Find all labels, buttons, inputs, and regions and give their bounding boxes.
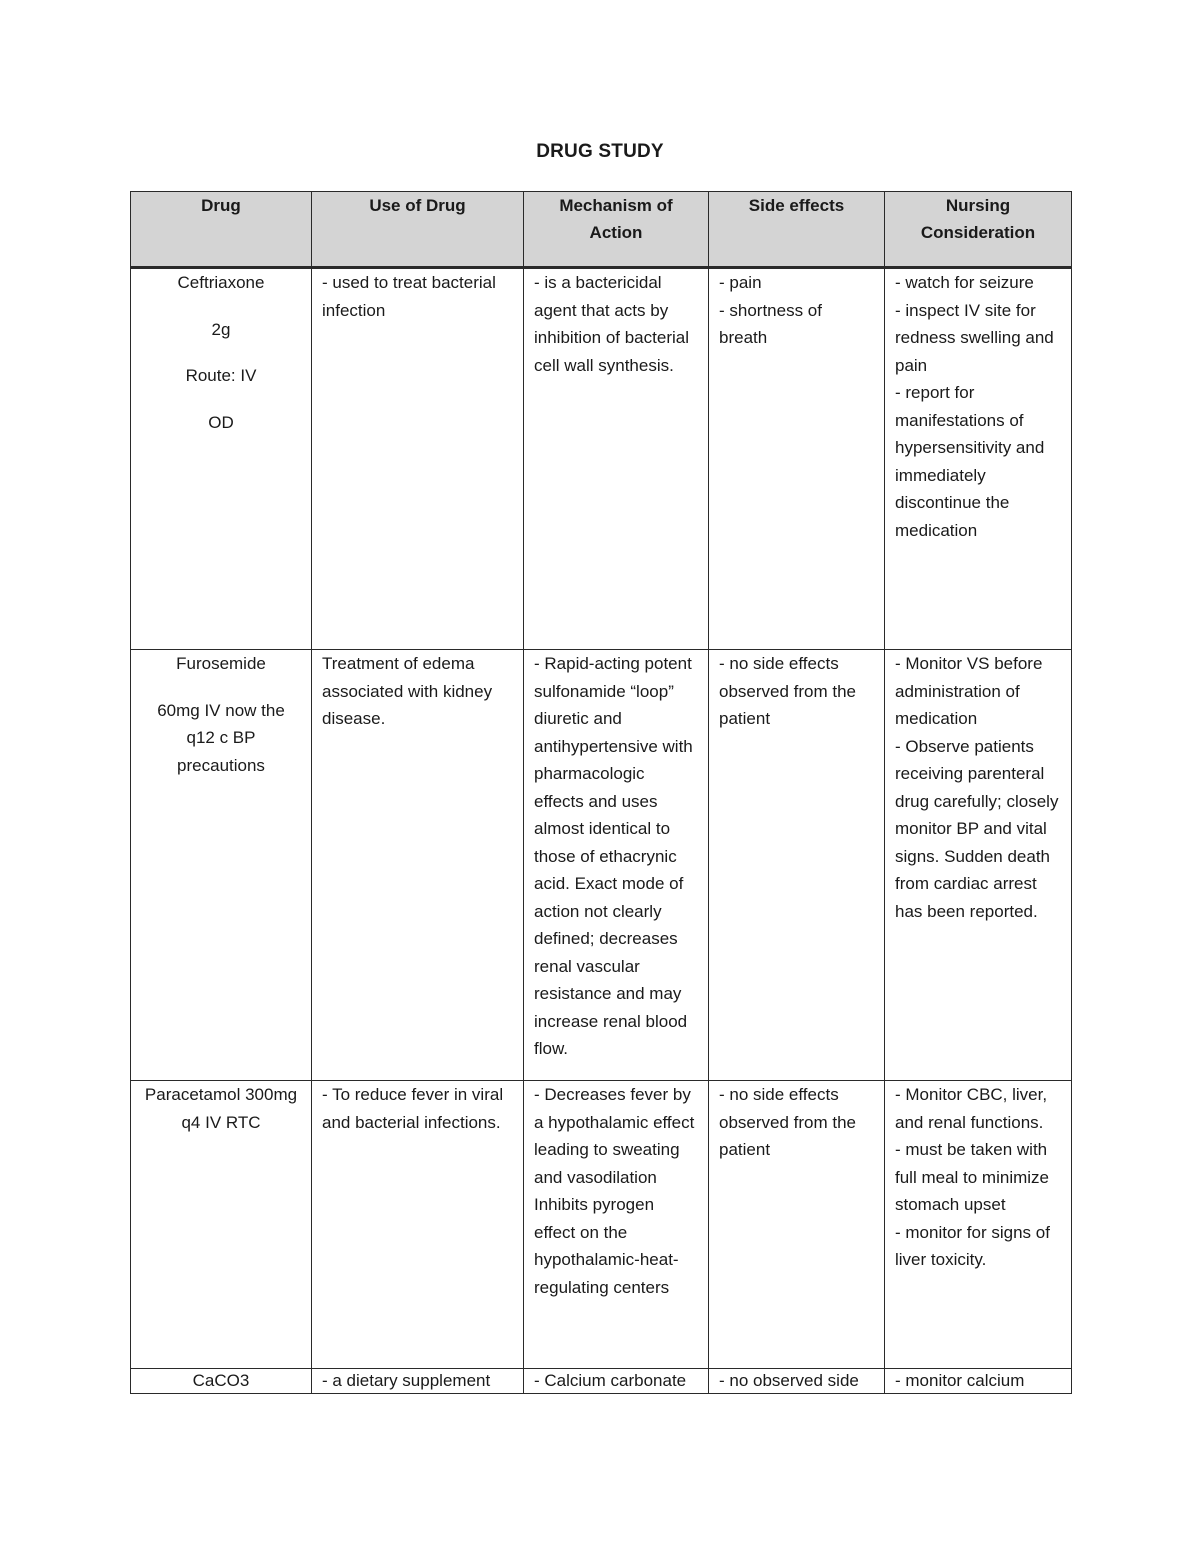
use-text: Treatment of edema associated with kidney disease. bbox=[322, 654, 493, 728]
nursing-item: - report for manifestations of hypersensitivity and immediately discontinue the medication bbox=[895, 383, 1045, 540]
header-mechanism-line1: Mechanism of bbox=[559, 196, 673, 215]
side-effect-item: - no observed side bbox=[719, 1371, 859, 1390]
side-effect-item: - no side effects observed from the patient bbox=[719, 1085, 857, 1159]
nursing-cell bbox=[885, 1369, 1072, 1394]
drug-name: Furosemide bbox=[176, 654, 266, 673]
drug-route: Route: IV bbox=[185, 366, 257, 385]
mechanism-cell bbox=[524, 1369, 709, 1394]
nursing-cell bbox=[885, 1081, 1072, 1369]
header-mechanism-line2: Action bbox=[589, 222, 643, 242]
mechanism-text: - Decreases fever by a hypothalamic effect leading to sweating and vasodilation bbox=[534, 1085, 695, 1187]
use-text: - To reduce fever in viral and bacterial infections. bbox=[322, 1085, 504, 1132]
mechanism-text: - Calcium carbonate bbox=[534, 1371, 687, 1390]
nursing-item: - Monitor CBC, liver, and renal functions. bbox=[895, 1085, 1048, 1132]
use-cell bbox=[312, 650, 524, 1081]
use-cell bbox=[312, 1081, 524, 1369]
header-mechanism-of-action bbox=[524, 192, 709, 268]
side-effects-cell bbox=[709, 1081, 885, 1369]
drug-name: Paracetamol 300mg q4 IV RTC bbox=[144, 1085, 298, 1132]
header-drug: Drug bbox=[131, 192, 312, 268]
header-use-of-drug: Use of Drug bbox=[312, 192, 524, 268]
drug-frequency: OD bbox=[208, 412, 234, 432]
mechanism-text: Inhibits pyrogen effect on the hypothalamic-heat-regulating centers bbox=[534, 1195, 679, 1297]
header-nursing-line1: Nursing bbox=[945, 196, 1011, 215]
table-row bbox=[131, 650, 1072, 1081]
drug-name: Ceftriaxone bbox=[177, 273, 265, 292]
use-cell bbox=[312, 1369, 524, 1394]
side-effect-item: - no side effects observed from the patient bbox=[719, 654, 857, 728]
nursing-item: - inspect IV site for redness swelling and pain bbox=[895, 300, 1054, 375]
header-nursing-consideration bbox=[885, 192, 1072, 268]
side-effects-cell bbox=[709, 1369, 885, 1394]
drug-cell bbox=[131, 268, 312, 650]
mechanism-cell bbox=[524, 1081, 709, 1369]
mechanism-text: - is a bactericidal agent that acts by inhibition of bacterial cell wall synthesis. bbox=[534, 273, 689, 375]
drug-cell bbox=[131, 1369, 312, 1394]
nursing-item: - must be taken with full meal to minimize stomach upset bbox=[895, 1140, 1049, 1214]
header-nursing-line2: Consideration bbox=[920, 222, 1036, 242]
nursing-item: - monitor calcium bbox=[895, 1371, 1025, 1390]
drug-cell bbox=[131, 1081, 312, 1369]
mechanism-cell bbox=[524, 268, 709, 650]
table-row bbox=[131, 268, 1072, 650]
side-effect-item: - pain bbox=[719, 273, 762, 292]
page-title: DRUG STUDY bbox=[536, 141, 664, 162]
nursing-item: - Observe patients receiving parenteral drug carefully; closely monitor BP and vital signs. Sudden death from cardiac arrest has been reported. bbox=[895, 736, 1059, 921]
nursing-item: - watch for seizure bbox=[895, 273, 1034, 292]
table-row bbox=[131, 1369, 1072, 1394]
table-header-row bbox=[131, 192, 1072, 268]
use-text: - used to treat bacterial infection bbox=[322, 273, 496, 320]
side-effect-item: - shortness of breath bbox=[719, 300, 822, 347]
drug-cell bbox=[131, 650, 312, 1081]
drug-study-table bbox=[130, 191, 1072, 1394]
drug-dose: 2g bbox=[211, 319, 231, 339]
table-row bbox=[131, 1081, 1072, 1369]
side-effects-cell bbox=[709, 650, 885, 1081]
nursing-item: - Monitor VS before administration of medication bbox=[895, 654, 1043, 728]
nursing-item: - monitor for signs of liver toxicity. bbox=[895, 1222, 1050, 1269]
mechanism-cell bbox=[524, 650, 709, 1081]
nursing-cell bbox=[885, 268, 1072, 650]
nursing-cell bbox=[885, 650, 1072, 1081]
use-cell bbox=[312, 268, 524, 650]
header-side-effects: Side effects bbox=[709, 192, 885, 268]
use-text: - a dietary supplement bbox=[322, 1371, 491, 1390]
drug-dose: 60mg IV now the q12 c BP precautions bbox=[157, 700, 285, 775]
mechanism-text: - Rapid-acting potent sulfonamide “loop” diuretic and antihypertensive with pharmacologic effects and uses almost identical to those of ethacrynic acid. Exact mode of action not clearly defined; decreases renal vascular resistance and may increase renal blood flow. bbox=[534, 654, 693, 1058]
drug-name: CaCO3 bbox=[192, 1371, 250, 1390]
side-effects-cell bbox=[709, 268, 885, 650]
